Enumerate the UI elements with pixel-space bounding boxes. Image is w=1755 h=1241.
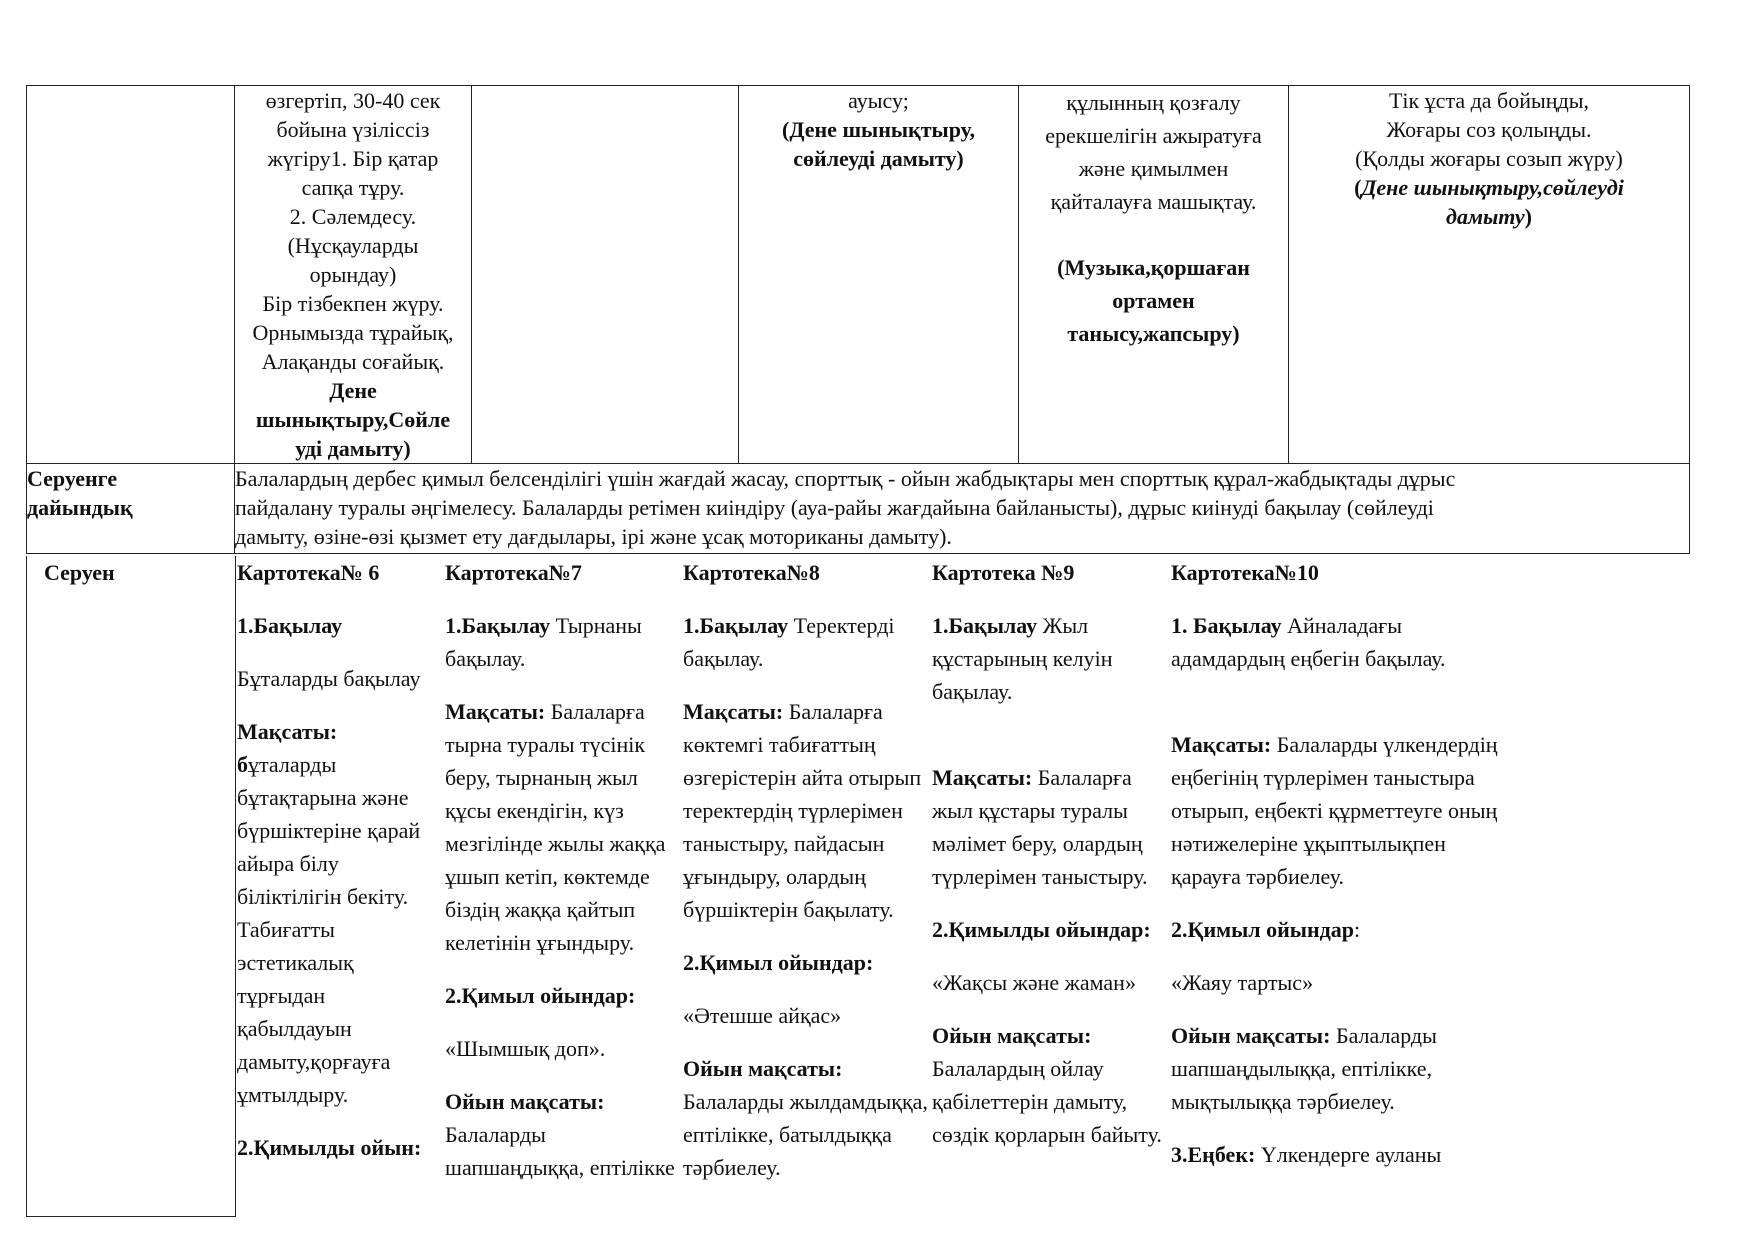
col3-obs-text: Теректерді бақылау. [683,613,895,671]
col5-obs [1171,609,1516,675]
col1-goal-text: ұталарды бұтақтарына және бүршіктеріне қарай айыра білу біліктілігін бекіту. Табиғатты эстетикалық тұрғыдан қабылдауын дамыту,қорғауға ұмтылдыру. [237,752,421,1107]
col4-obs-text: Жыл құстарының келуін бақылау. [932,613,1113,704]
col1-line-3: жүгіру1. Бір қатар [267,146,439,171]
col3-obs-head: 1.Бақылау [683,613,789,638]
col4-title: Картотека №9 [932,560,1075,585]
col4-spacer [1019,218,1288,251]
col2-game-goal-head: Ойын мақсаты: [445,1089,605,1114]
col4-game-head: 2.Қимылды ойындар: [932,917,1151,942]
empty-cell-col2 [472,86,739,464]
col1-goal-head: Мақсаты: [237,719,338,744]
walk-col-4 [932,556,1170,1151]
col1-goal-block [237,715,442,1111]
col5-work-text: Үлкендерге ауланы [1255,1142,1442,1167]
col1-line-5: 2. Сәлемдесу. [289,204,417,229]
cell-col4 [1019,86,1289,464]
walk-col-1 [237,556,442,1184]
col2-obs-text: Тырнаны бақылау. [445,613,642,671]
col2-game-goal [445,1085,681,1184]
col2-obs-head: 1.Бақылау [445,613,551,638]
col5-bold-line-1 [1289,173,1689,202]
col4-game-goal-text: Балалардың ойлау қабілеттерін дамыту, сөздік қорларын байыту. [932,1056,1162,1147]
col1-obs-text: Бұталарды бақылау [237,666,421,691]
col4-line-1: құлынның қозғалу [1066,90,1241,115]
col5-game-goal-head: Ойын мақсаты: [1171,1023,1331,1048]
col2-obs [445,609,681,675]
col3-title: Картотека№8 [683,560,820,585]
col5-goal-head: Мақсаты: [1171,732,1272,757]
col4-bold-line-1: (Музыка,қоршаған [1057,255,1250,280]
col5-work-head: 3.Еңбек: [1171,1142,1256,1167]
col4-line-3: және қимылмен [1078,156,1229,181]
col1-line-10: Алақанды соғайық. [261,349,445,374]
col3-bold-line-1: (Дене шынықтыру, [782,117,975,142]
col5-game-head-colon: : [1354,917,1361,942]
col3-game-head: 2.Қимыл ойындар: [683,950,874,975]
col4-goal-head: Мақсаты: [932,765,1033,790]
col3-obs [683,609,929,675]
col3-goal [683,695,929,926]
prep-label [27,464,235,554]
prep-text [235,464,1690,554]
col1-line-6: (Нұсқауларды [287,233,419,258]
col4-bold-line-2: ортамен [1112,288,1195,313]
walk-section [26,556,1696,1216]
col5-work [1171,1138,1516,1171]
col1-obs-head: 1.Бақылау [237,613,343,638]
walk-col-3 [683,556,929,1184]
walk-col-2 [445,556,681,1184]
col2-goal [445,695,681,959]
col3-goal-head: Мақсаты: [683,699,784,724]
col3-game-name: «Әтешше айқас» [683,1003,842,1028]
col3-game-goal [683,1052,929,1184]
prep-text-line-1: Балалардың дербес қимыл белсенділігі үшін жағдай жасау, спорттық - ойын жабдықтары мен спорттық құрал-жабдықтады дұрыс [235,466,1456,491]
col3-line: ауысу; [848,88,909,113]
col4-goal [932,761,1170,893]
walk-col-5 [1171,556,1516,1171]
walk-label: Серуен [44,560,115,585]
col1-goal-bold-letter: б [237,752,248,777]
col5-line-2: Жоғары соз қолыңды. [1386,117,1592,142]
col1-line-9: Орнымызда тұрайық, [252,320,454,345]
col1-game-head: 2.Қимылды ойын: [237,1135,422,1160]
cell-col1 [235,86,472,464]
col5-game-goal [1171,1019,1516,1118]
prep-row [27,464,1690,554]
col1-title: Картотека№ 6 [237,560,380,585]
cell-col5 [1289,86,1690,464]
col3-game-goal-head: Ойын мақсаты: [683,1056,843,1081]
col1-line-4: сапқа тұру. [301,175,405,200]
col5-obs-head: 1. Бақылау [1171,613,1282,638]
col4-game-goal [932,1019,1170,1151]
col1-bold-line-1: Дене [329,378,377,403]
top-table [26,85,1690,554]
col4-game-goal-head: Ойын мақсаты: [932,1023,1092,1048]
col4-line-2: ерекшелігін ажыратуға [1045,123,1262,148]
col1-bold-line-2: шынықтыру,Сөйле [255,407,451,432]
col3-goal-text: Балаларға көктемгі табиғаттың өзгерістерін айта отырып теректердің түрлерімен таныстыру, пайдасын ұғындыру, олардың бүршіктерін бақылату. [683,699,922,922]
prep-text-line-3: дамыту, өзіне-өзі қызмет ету дағдылары, ірі және ұсақ моториканы дамыту). [235,524,952,549]
col5-game-head: 2.Қимыл ойындар [1171,917,1355,942]
col5-paren-close: ) [1524,204,1532,229]
prep-label-line-2: дайындық [27,495,133,520]
col4-goal-text: Балаларға жыл құстары туралы мәлімет беру, олардың түрлерімен таныстыру. [932,765,1148,889]
col2-game-head: 2.Қимыл ойындар: [445,983,636,1008]
col1-line-8: Бір тізбекпен жүру. [262,291,444,316]
col4-game-name: «Жақсы және жаман» [932,970,1136,995]
col5-line-1: Тік ұста да бойыңды, [1388,88,1590,113]
col5-goal-text: Балаларды үлкендердің еңбегінің түрлерімен таныстыра отырып, еңбекті құрметтеуге оның нәтижелеріне ұқыптылықпен қарауға тәрбиелеу. [1171,732,1498,889]
col5-game-name: «Жаяу тартыс» [1171,970,1314,995]
col1-line-2: бойына үзіліссіз [276,117,430,142]
empty-label-cell [27,86,235,464]
prep-label-line-1: Серуенге [27,466,118,491]
col5-bold-line-2 [1289,202,1689,231]
walk-label-cell [26,556,236,1217]
col3-game-goal-text: Балаларды жылдамдыққа, ептілікке, батылдыққа тәрбиелеу. [683,1089,928,1180]
col5-line-3: (Қолды жоғары созып жүру) [1355,146,1623,171]
col5-game-head-line [1171,913,1516,946]
cell-col3 [739,86,1019,464]
col2-game-goal-text: Балаларды шапшаңдыққа, ептілікке [445,1122,675,1180]
activity-row [27,86,1690,464]
col3-bold-line-2: сөйлеуді дамыту) [793,146,964,171]
col2-game-name: «Шымшық доп». [445,1036,606,1061]
col5-goal [1171,728,1516,893]
col1-line-1: өзгертіп, 30-40 сек [265,88,441,113]
col2-goal-head: Мақсаты: [445,699,546,724]
col1-line-7: орындау) [309,262,397,287]
col4-line-4: қайталауға машықтау. [1050,189,1257,214]
col5-bolditalic-2: дамыту [1446,204,1525,229]
col5-title: Картотека№10 [1171,560,1319,585]
col4-obs [932,609,1170,708]
col1-bold-line-3: уді дамыту) [295,436,411,461]
col2-title: Картотека№7 [445,560,582,585]
col5-game-goal-text: Балаларды шапшаңдылыққа, ептілікке, мықтылыққа тәрбиелеу. [1171,1023,1437,1114]
col5-bolditalic-1: Дене шынықтыру,сөйлеуді [1361,175,1624,200]
prep-text-line-2: пайдалану туралы әңгімелесу. Балаларды ретімен киіндіру (ауа-райы жағдайына байланысты), дұрыс киінуді бақылау (сөйлеуді [235,495,1434,520]
col4-bold-line-3: танысу,жапсыру) [1067,321,1240,346]
col5-paren-open: ( [1354,175,1362,200]
col5-obs-text: Айналадағы адамдардың еңбегін бақылау. [1171,613,1446,671]
col4-obs-head: 1.Бақылау [932,613,1038,638]
col2-goal-text: Балаларға тырна туралы түсінік беру, тырнаның жыл құсы екендігін, күз мезгілінде жылы жаққа ұшып кетіп, көктемде біздің жаққа қайтып келетінін ұғындыру. [445,699,666,955]
